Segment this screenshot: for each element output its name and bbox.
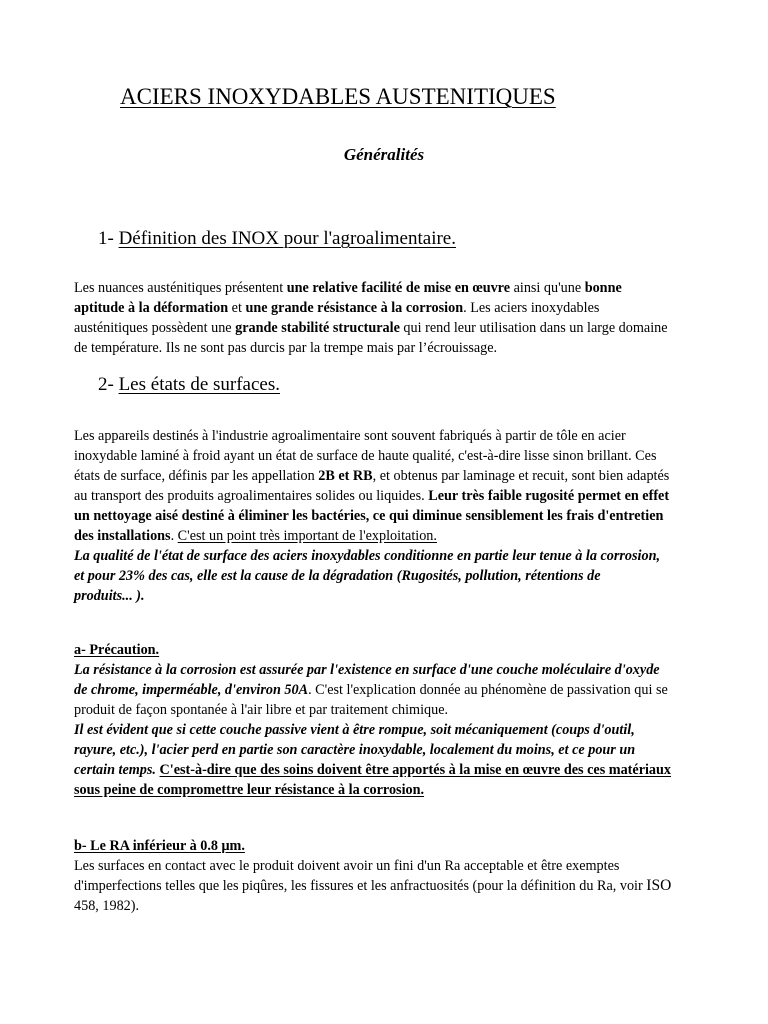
- text-run: . Les aciers inoxydables: [463, 300, 600, 316]
- section-2-heading: [98, 374, 280, 396]
- underlined-text: C'est un point très important de l'exploitation.: [177, 528, 437, 544]
- bold-italic-text: de chrome, imperméable, d'environ 50A: [74, 682, 309, 698]
- paragraph-line: [74, 466, 714, 486]
- subsection-b-heading: b- Le RA inférieur à 0.8 μm.: [74, 838, 245, 854]
- paragraph-line: sous peine de compromettre leur résistance à la corrosion.: [74, 782, 425, 798]
- text-run: états de surface, définis par les appellation: [74, 468, 319, 484]
- bold-text: 2B et RB: [318, 468, 373, 484]
- section-1-title: Définition des INOX pour l'agroalimentaire.: [118, 228, 456, 249]
- paragraph-line: La qualité de l'état de surface des aciers inoxydables conditionne en partie leur tenue à la corrosion,: [74, 548, 661, 564]
- section-2-title: Les états de surfaces.: [118, 374, 281, 395]
- paragraph-line: 458, 1982).: [74, 898, 140, 914]
- text-run: . C'est l'explication donnée au phénomène de passivation qui se: [308, 682, 668, 698]
- paragraph-line: [74, 318, 714, 338]
- section-2-number: 2-: [98, 374, 119, 395]
- section-1-paragraph: [74, 278, 714, 358]
- paragraph-line: [74, 526, 714, 546]
- section-2-paragraph: [74, 426, 714, 606]
- paragraph-line: Il est évident que si cette couche passive vient à être rompue, soit mécaniquement (coups d'outil,: [74, 722, 635, 738]
- paragraph-line: produits... ).: [74, 588, 145, 604]
- text-run: , et obtenus par laminage et recuit, sont bien adaptés: [372, 468, 670, 484]
- bold-text: Leur très faible rugosité permet en effet: [428, 488, 670, 504]
- subsection-a-heading: a- Précaution.: [74, 642, 160, 658]
- bold-text: des installations: [74, 528, 171, 544]
- section-1-heading: [98, 228, 456, 250]
- paragraph-line: [74, 760, 714, 780]
- paragraph-line: La résistance à la corrosion est assurée par l'existence en surface d'une couche moléculaire d'oxyde: [74, 662, 660, 678]
- bold-italic-text: certain temps.: [74, 762, 156, 778]
- text-run: d'imperfections telles que les piqûres, les fissures et les anfractuosités (pour la définition du Ra, voir: [74, 878, 647, 894]
- paragraph-line: [74, 680, 714, 700]
- paragraph-line: [74, 876, 714, 896]
- paragraph-line: et pour 23% des cas, elle est la cause de la dégradation (Rugosités, pollution, rétentions de: [74, 568, 601, 584]
- text-run: ainsi qu'une: [510, 280, 585, 296]
- document-title: ACIERS INOXYDABLES AUSTENITIQUES: [120, 84, 556, 109]
- paragraph-line: Les surfaces en contact avec le produit doivent avoir un fini d'un Ra acceptable et être exemptes: [74, 858, 620, 874]
- bold-underlined-text: C'est-à-dire que des soins doivent être apportés à la mise en œuvre des ces matériaux: [159, 762, 672, 778]
- text-run: au transport des produits agroalimentaires solides ou liquides.: [74, 488, 429, 504]
- paragraph-line: [74, 298, 714, 318]
- text-run: austénitiques possèdent une: [74, 320, 236, 336]
- text-run: ISO: [646, 877, 672, 894]
- paragraph-line: [74, 278, 714, 298]
- paragraph-line: inoxydable laminé à froid ayant un état de surface de haute qualité, c'est-à-dire lisse sinon brillant. Ces: [74, 448, 657, 464]
- paragraph-line: rayure, etc.), l'acier perd en partie son caractère inoxydable, localement du moins, et ce pour un: [74, 742, 636, 758]
- text-run: qui rend leur utilisation dans un large domaine: [399, 320, 668, 336]
- paragraph-line: produit de façon spontanée à l'air libre et par traitement chimique.: [74, 702, 449, 718]
- bold-text: une grande résistance à la corrosion: [245, 300, 464, 316]
- subsection-b: [74, 836, 714, 916]
- bold-text: grande stabilité structurale: [235, 320, 400, 336]
- document-subtitle: Généralités: [343, 145, 425, 164]
- subsection-a: [74, 640, 714, 800]
- paragraph-line: Les appareils destinés à l'industrie agroalimentaire sont souvent fabriqués à partir de tôle en acier: [74, 428, 626, 444]
- paragraph-line: un nettoyage aisé destiné à éliminer les bactéries, ce qui diminue sensiblement les frais d'entretien: [74, 508, 664, 524]
- text-run: .: [170, 528, 178, 544]
- text-run: et: [228, 300, 246, 316]
- paragraph-line: [74, 486, 714, 506]
- bold-text: une relative facilité de mise en œuvre: [286, 280, 511, 296]
- text-run: Les nuances austénitiques présentent: [74, 280, 287, 296]
- section-1-number: 1-: [98, 228, 119, 249]
- bold-text: bonne: [584, 280, 622, 296]
- bold-text: aptitude à la déformation: [74, 300, 229, 316]
- paragraph-line: de température. Ils ne sont pas durcis par la trempe mais par l’écrouissage.: [74, 340, 498, 356]
